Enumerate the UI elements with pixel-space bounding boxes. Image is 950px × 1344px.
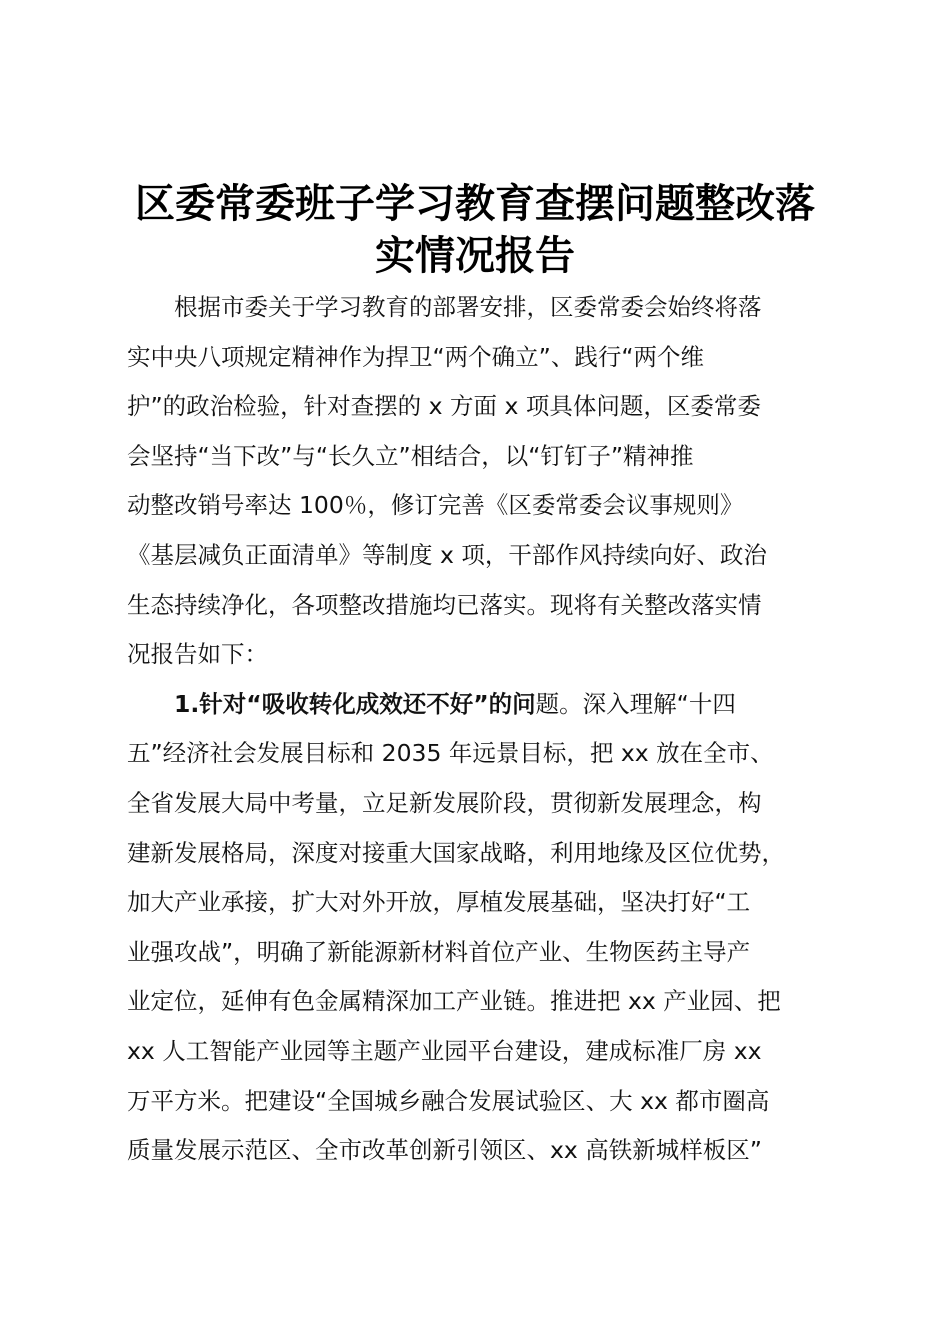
paragraph-section-1 bbox=[127, 680, 855, 1176]
section-1-heading: 1.针对“吸收转化成效还不好”的问 bbox=[174, 689, 536, 718]
paragraph-line: 加大产业承接，扩大对外开放，厚植发展基础，坚决打好“工 bbox=[127, 888, 751, 917]
paragraph-line: 护”的政治检验，针对查摆的 x 方面 x 项具体问题，区委常委 bbox=[127, 392, 761, 421]
paragraph-line: 根据市委关于学习教育的部署安排，区委常委会始终将落 bbox=[174, 293, 762, 321]
paragraph-line: 万平方米。把建设“全国城乡融合发展试验区、大 xx 都市圈高 bbox=[127, 1086, 770, 1115]
paragraph-line: 建新发展格局，深度对接重大国家战略，利用地缘及区位优势， bbox=[127, 838, 785, 867]
paragraph-line: 质量发展示范区、全市改革创新引领区、xx 高铁新城样板区” bbox=[127, 1136, 762, 1165]
paragraph-intro bbox=[127, 283, 855, 680]
paragraph-line: 况报告如下： bbox=[127, 640, 268, 669]
paragraph-line: 生态持续净化，各项整改措施均已落实。现将有关整改落实情 bbox=[127, 590, 762, 619]
paragraph-line: 业强攻战”，明确了新能源新材料首位产业、生物医药主导产 bbox=[127, 937, 751, 966]
paragraph-line: 《基层减负正面清单》等制度 x 项，干部作风持续向好、政治 bbox=[127, 540, 767, 569]
document-body bbox=[127, 283, 855, 1176]
section-1-first-line bbox=[127, 680, 855, 730]
document-title bbox=[110, 178, 840, 282]
title-line-2: 实情况报告 bbox=[375, 232, 575, 279]
paragraph-line: 会坚持“当下改”与“长久立”相结合，以“钉钉子”精神推 bbox=[127, 441, 694, 470]
paragraph-line: 实中央八项规定精神作为捍卫“两个确立”、践行“两个维 bbox=[127, 342, 705, 371]
paragraph-line: xx 人工智能产业园等主题产业园平台建设，建成标准厂房 xx bbox=[127, 1036, 762, 1065]
paragraph-line: 全省发展大局中考量，立足新发展阶段，贯彻新发展理念，构 bbox=[127, 788, 762, 817]
paragraph-line: 业定位，延伸有色金属精深加工产业链。推进把 xx 产业园、把 bbox=[127, 987, 781, 1016]
paragraph-line: 动整改销号率达 100％，修订完善《区委常委会议事规则》 bbox=[127, 491, 744, 520]
section-1-heading-tail: 题。深入理解“十四 bbox=[535, 689, 736, 718]
title-line-1: 区委常委班子学习教育查摆问题整改落 bbox=[135, 180, 815, 227]
paragraph-line: 五”经济社会发展目标和 2035 年远景目标，把 xx 放在全市、 bbox=[127, 739, 774, 768]
